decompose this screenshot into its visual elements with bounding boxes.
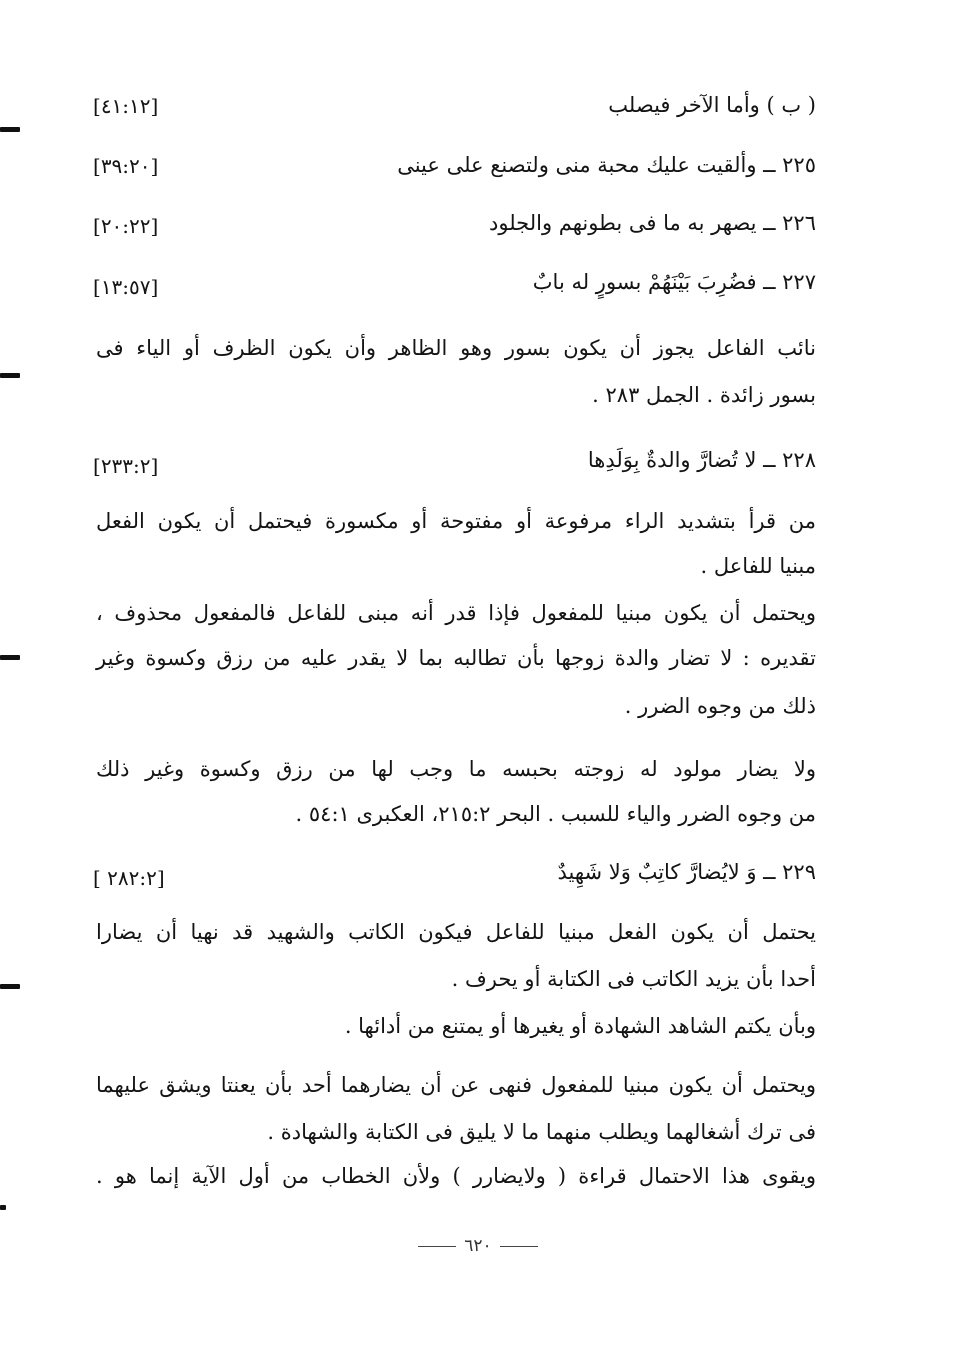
verse-reference: [٢٠:٢٢] xyxy=(93,214,159,238)
commentary-line: أحدا بأن يزيد الكاتب فى الكتابة أو يحرف . xyxy=(451,967,816,991)
commentary-line: مبنيا للفاعل . xyxy=(700,554,816,578)
scan-edge-mark xyxy=(0,1205,6,1210)
commentary-line: وبأن يكتم الشاهد الشهادة أو يغيرها أو يمتنع من أدائها . xyxy=(344,1014,816,1038)
verse-line-225: ٢٢٥ ــ وألقيت عليك محبة منى ولتصنع على عينى xyxy=(397,153,816,177)
verse-line-229: ٢٢٩ ــ وَ لايُضارَّ كاتِبٌ وَلا شَهِيدٌ xyxy=(557,860,816,884)
verse-reference: [١٣:٥٧] xyxy=(93,275,159,299)
commentary-line: تقديره : لا تضار والدة زوجها بأن تطالبه بما لا يقدر عليه من رزق وكسوة وغير xyxy=(96,646,816,670)
commentary-line: ويحتمل أن يكون مبنيا للمفعول فإذا قدر أنه مبنى للفاعل فالمفعول محذوف ، xyxy=(96,601,816,625)
scan-edge-mark xyxy=(0,373,20,378)
scan-edge-mark xyxy=(0,984,20,989)
verse-reference: [٤١:١٢] xyxy=(93,94,159,118)
scan-edge-mark xyxy=(0,127,20,132)
commentary-line: نائب الفاعل يجوز أن يكون بسور وهو الظاهر وأن يكون الظرف أو الياء فى xyxy=(96,336,816,360)
commentary-line: ذلك من وجوه الضرر . xyxy=(624,694,816,718)
verse-reference: [٣٩:٢٠] xyxy=(93,154,159,178)
commentary-line: ويقوى هذا الاحتمال قراءة ( ولايضارر ) ولأن الخطاب من أول الآية إنما هو . xyxy=(96,1164,816,1188)
verse-line-227: ٢٢٧ ــ فضُرِبَ بَيْنَهُمْ بسورٍ له بابٌ xyxy=(532,270,816,294)
commentary-line: ولا يضار مولود له زوجته بحبسه ما وجب لها من رزق وكسوة وغير ذلك xyxy=(96,757,816,781)
verse-line-b: ( ب ) وأما الآخر فيصلب xyxy=(608,93,816,117)
page-number xyxy=(0,1236,956,1256)
scan-edge-mark xyxy=(0,655,20,660)
commentary-line: فى ترك أشغالهما ويطلب منهما ما لا يليق فى الكتابة والشهادة . xyxy=(267,1120,816,1144)
verse-line-226: ٢٢٦ ــ يصهر به ما فى بطونهم والجلود xyxy=(489,211,816,235)
commentary-line: يحتمل أن يكون الفعل مبنيا للفاعل فيكون الكاتب والشهيد قد نهيا أن يضارا xyxy=(96,920,816,944)
folio-dash xyxy=(418,1246,456,1247)
commentary-line: من وجوه الضرر والياء للسبب . البحر ٢١٥:٢، العكبرى ٥٤:١ . xyxy=(295,802,816,826)
verse-reference: [ ٢٨٢:٢] xyxy=(93,866,165,890)
commentary-line: بسور زائدة . الجمل ٢٨٣ . xyxy=(592,383,816,407)
folio-dash xyxy=(500,1246,538,1247)
page-number-text: ٦٢٠ xyxy=(464,1236,492,1256)
verse-line-228: ٢٢٨ ــ لا تُضارَّ والدةٌ بِوَلَدِها xyxy=(587,448,816,472)
commentary-line: من قرأ بتشديد الراء مرفوعة أو مفتوحة أو مكسورة فيحتمل أن يكون الفعل xyxy=(96,509,816,533)
verse-reference: [٢٣٣:٢] xyxy=(93,454,159,478)
commentary-line: ويحتمل أن يكون مبنيا للمفعول فنهى عن أن يضارهما أحد بأن يعنتا ويشق عليهما xyxy=(96,1073,816,1097)
